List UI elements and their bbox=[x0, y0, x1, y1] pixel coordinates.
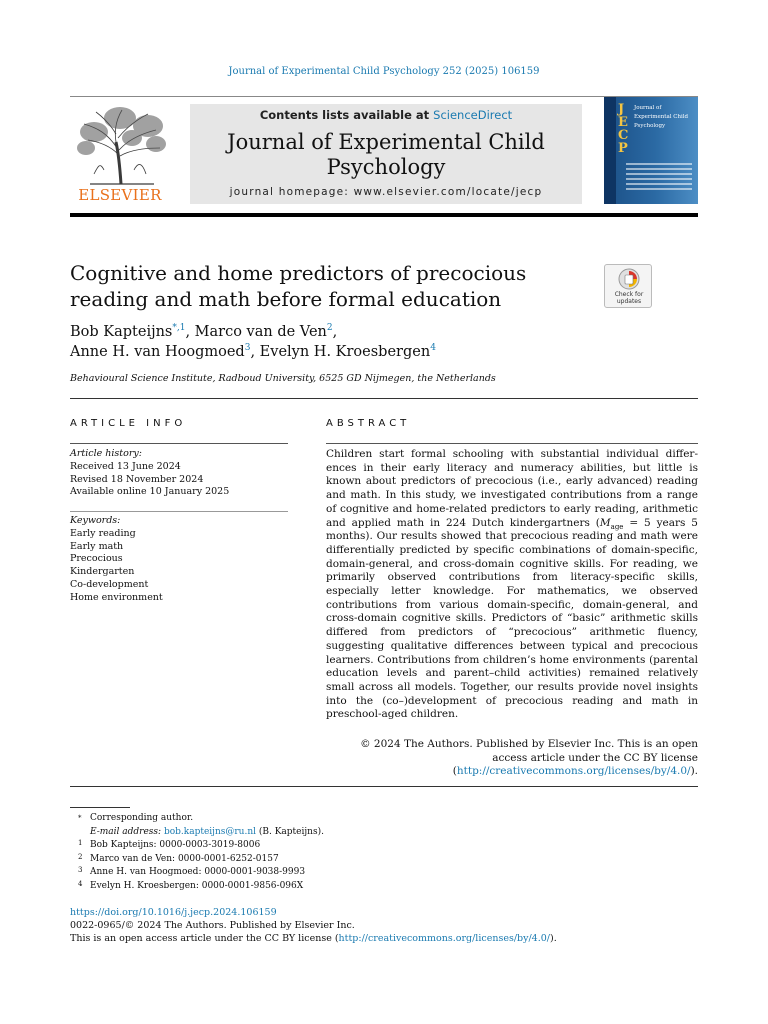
author-marks[interactable]: *,1 bbox=[172, 323, 186, 334]
open-access-line bbox=[70, 932, 698, 945]
cover-letter: C bbox=[618, 128, 629, 143]
keyword: Early reading bbox=[70, 527, 136, 539]
contents-line bbox=[190, 108, 582, 122]
keyword: Kindergarten bbox=[70, 566, 135, 578]
keywords-label: Keywords: bbox=[70, 515, 121, 526]
footnote-orcid bbox=[70, 880, 698, 894]
abstract-heading: ABSTRACT bbox=[326, 418, 411, 429]
author-name[interactable]: Marco van de Ven bbox=[194, 324, 327, 340]
check-for-updates-button[interactable] bbox=[604, 264, 652, 308]
footnote-mark: 4 bbox=[78, 879, 83, 888]
keyword: Precocious bbox=[70, 553, 123, 565]
cover-letter: P bbox=[618, 141, 628, 156]
author-marks[interactable]: 4 bbox=[430, 343, 436, 354]
elsevier-wordmark: ELSEVIER bbox=[78, 186, 162, 204]
footnote-orcid bbox=[70, 853, 698, 867]
cover-letter: E bbox=[618, 115, 628, 130]
footnote-text: Marco van de Ven: 0000-0001-6252-0157 bbox=[90, 853, 279, 864]
abstract-body bbox=[326, 448, 698, 722]
history-item: Received 13 June 2024 bbox=[70, 460, 181, 472]
age-symbol: M bbox=[599, 516, 611, 529]
author-separator: , bbox=[185, 324, 195, 340]
email-suffix: (B. Kapteijns). bbox=[256, 826, 324, 837]
footnote-email bbox=[70, 826, 698, 840]
footnote-orcid bbox=[70, 866, 698, 880]
journal-name: Journal of Experimental Child Psychology bbox=[227, 130, 545, 179]
age-subscript: age bbox=[610, 522, 624, 531]
divider bbox=[326, 443, 698, 444]
article-info-heading: ARTICLE INFO bbox=[70, 418, 187, 429]
history-label: Article history: bbox=[70, 448, 142, 459]
abstract-text-part: = 5 years 5 months). Our results showed that precocious reading and math were differentially predicted by specific combinations of domain-specific, domain-general, and cross-domain cognitive skills. For reading, we primarily observed contributions from literacy-specific skills, especially letter knowledge. For mathematics, we observed contributions from various domain-specific, domain-general, and cross-domain cognitive skills. Predictors of “basic” arithmetic skills differed from predictors of “precocious” arithmetic fluency, suggesting qualitative differences between typical and precocious learners. Contributions from children’s home environments (parental education levels and parent–child activities) remained relatively small across all models. Together, our results provide novel insights into the (co–)development of precocious reading and math in preschool-aged children. bbox=[326, 516, 698, 721]
footnote-text: Evelyn H. Kroesbergen: 0000-0001-9856-096X bbox=[90, 880, 304, 891]
footnotes bbox=[70, 812, 698, 893]
footnote-text: Anne H. van Hoogmoed: 0000-0001-9038-9993 bbox=[90, 867, 306, 877]
affiliation: Behavioural Science Institute, Radboud University, 6525 GD Nijmegen, the Netherlands bbox=[70, 373, 496, 384]
keywords bbox=[70, 515, 288, 605]
author-name[interactable]: Anne H. van Hoogmoed bbox=[70, 344, 245, 360]
license-link[interactable]: http://creativecommons.org/licenses/by/4.0/ bbox=[456, 765, 691, 778]
abstract-text-part: Children start formal schooling with substantial individual differences in their early literacy and numeracy abilities, but little is known about predictors of precocious (i.e., early advanced) reading and math. In this study, we investigated contributions from a range of cognitive and home-related predictors to early reading, arithmetic and applied math in 224 Dutch kindergartners ( bbox=[326, 448, 698, 529]
cover-letters bbox=[618, 103, 632, 155]
author-marks[interactable]: 2 bbox=[326, 323, 333, 334]
header-divider-bottom bbox=[70, 213, 698, 217]
history-item: Revised 18 November 2024 bbox=[70, 473, 204, 485]
cover-text-lines bbox=[626, 163, 692, 193]
check-updates-label: Check for updates bbox=[614, 291, 644, 305]
divider bbox=[70, 398, 698, 399]
oa-license-link[interactable]: http://creativecommons.org/licenses/by/4.0/ bbox=[338, 933, 550, 944]
doi-block bbox=[70, 906, 698, 945]
license-suffix: ). bbox=[690, 765, 698, 778]
author-marks[interactable]: 3 bbox=[244, 343, 251, 354]
footnote-mark: 1 bbox=[78, 839, 83, 847]
footnote-divider bbox=[70, 807, 130, 808]
keyword: Home environment bbox=[70, 591, 163, 603]
oa-suffix: ). bbox=[549, 933, 557, 944]
journal-cover-thumbnail[interactable] bbox=[604, 97, 698, 204]
footnote-mark: ⁎ bbox=[78, 812, 82, 820]
doi-link[interactable]: https://doi.org/10.1016/j.jecp.2024.106159 bbox=[70, 907, 277, 918]
footnote-mark: 3 bbox=[78, 866, 83, 874]
license-prefix: © 2024 The Authors. Published by Elsevier Inc. This is an open access article under the CC BY license ( bbox=[360, 738, 698, 778]
keyword: Co-development bbox=[70, 578, 149, 590]
author-name[interactable]: Bob Kapteijns bbox=[70, 324, 173, 340]
cover-stripe bbox=[604, 97, 616, 204]
cover-title: Journal of Experimental Child Psychology bbox=[634, 105, 689, 129]
author-separator: , bbox=[250, 344, 260, 360]
email-label: E-mail address: bbox=[90, 826, 164, 837]
contents-prefix: Contents lists available at bbox=[259, 108, 434, 122]
author-list bbox=[70, 322, 630, 362]
history-item: Available online 10 January 2025 bbox=[70, 486, 230, 498]
footnote-corresponding bbox=[70, 812, 698, 826]
footnote-mark: 2 bbox=[78, 852, 83, 861]
article-history bbox=[70, 448, 288, 499]
divider bbox=[70, 786, 698, 787]
oa-prefix: This is an open access article under the CC BY license ( bbox=[70, 933, 339, 944]
author-separator: , bbox=[332, 324, 338, 340]
keyword: Early math bbox=[70, 540, 124, 552]
author-name[interactable]: Evelyn H. Kroesbergen bbox=[259, 344, 431, 360]
footnote-text: Bob Kapteijns: 0000-0003-3019-8006 bbox=[90, 840, 261, 850]
abstract-license bbox=[326, 738, 698, 779]
sciencedirect-link[interactable]: ScienceDirect bbox=[433, 108, 513, 122]
email-link[interactable]: bob.kapteijns@ru.nl bbox=[163, 826, 256, 837]
footnote-text: Corresponding author. bbox=[90, 813, 194, 823]
divider bbox=[70, 511, 288, 512]
check-updates-icon bbox=[617, 268, 641, 290]
running-head[interactable]: Journal of Experimental Child Psychology 252 (2025) 106159 bbox=[228, 66, 540, 77]
cover-letter: J bbox=[618, 102, 625, 117]
footnote-orcid bbox=[70, 839, 698, 853]
divider bbox=[70, 443, 288, 444]
journal-banner bbox=[190, 104, 582, 204]
issn-line: 0022-0965/© 2024 The Authors. Published by Elsevier Inc. bbox=[70, 920, 355, 931]
article-title: Cognitive and home predictors of precocious reading and math before formal education bbox=[70, 261, 527, 311]
journal-homepage[interactable]: journal homepage: www.elsevier.com/locate/jecp bbox=[229, 186, 543, 198]
